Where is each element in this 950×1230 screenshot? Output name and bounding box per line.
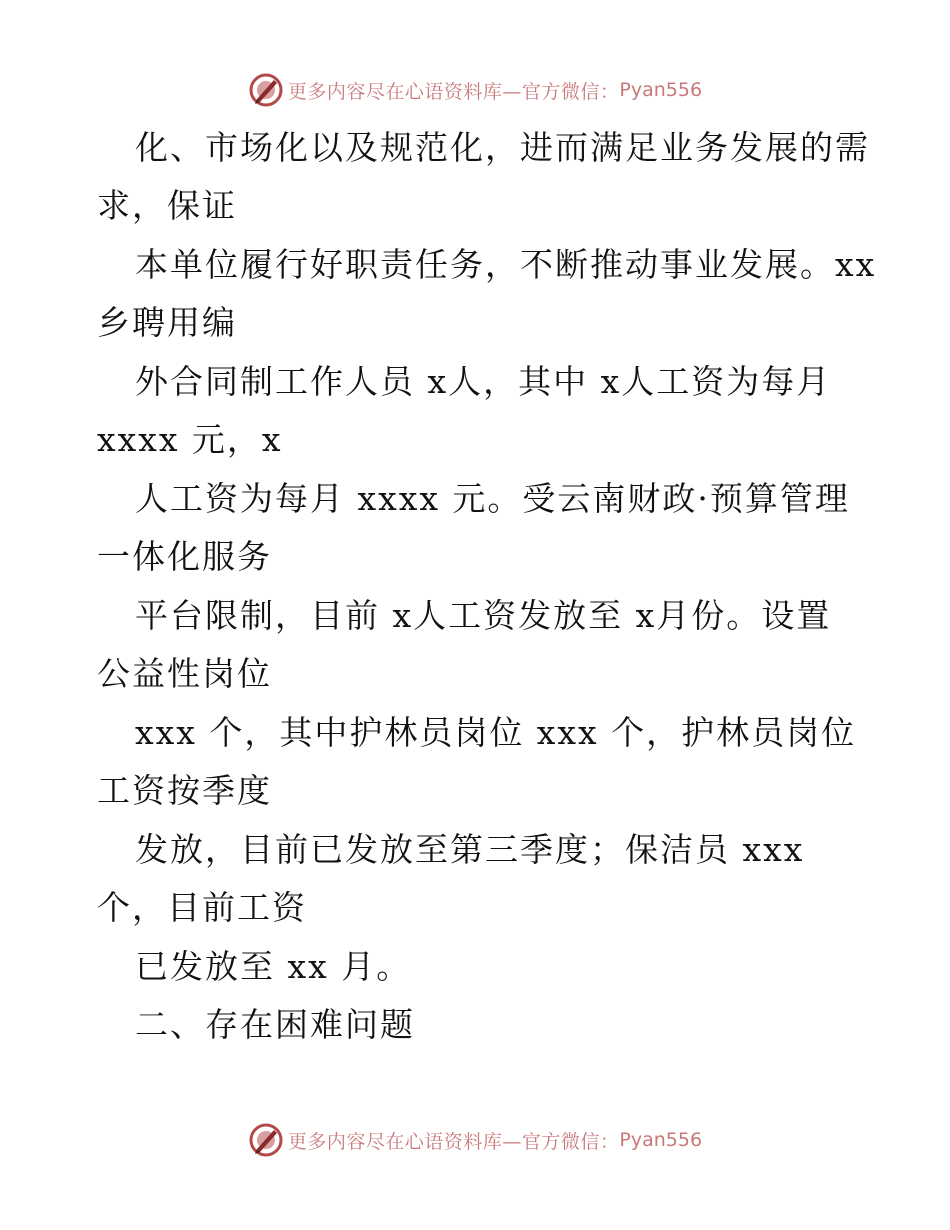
body-line: 乡聘用编 (97, 303, 237, 342)
pen-logo-icon (248, 72, 284, 108)
body-line: 本单位履行好职责任务，不断推动事业发展。xx (135, 245, 877, 284)
body-line: 公益性岗位 (97, 654, 272, 693)
watermark-text: 更多内容尽在心语资料库—官方微信： (287, 80, 620, 103)
body-line: xxxx 元，x (97, 420, 283, 459)
header-watermark (0, 70, 950, 110)
body-line: 一体化服务 (97, 537, 272, 576)
body-line: 化、市场化以及规范化，进而满足业务发展的需 (135, 128, 870, 167)
watermark-text: 更多内容尽在心语资料库—官方微信： (287, 1130, 620, 1153)
body-line: 已发放至 xx 月。 (135, 947, 412, 986)
watermark-handle: Pyan556 (619, 79, 703, 101)
watermark-handle: Pyan556 (619, 1129, 703, 1151)
body-line: 个，目前工资 (97, 888, 307, 927)
body-line: xxx 个，其中护林员岗位 xxx 个，护林员岗位 (135, 713, 857, 752)
body-line: 求，保证 (97, 186, 237, 225)
footer-watermark (0, 1120, 950, 1160)
body-line: 平台限制，目前 x人工资发放至 x月份。设置 (135, 596, 832, 635)
body-line: 外合同制工作人员 x人，其中 x人工资为每月 (135, 362, 832, 401)
section-heading: 二、存在困难问题 (135, 1005, 415, 1044)
body-line: 发放，目前已发放至第三季度；保洁员 xxx (135, 830, 805, 869)
body-line: 人工资为每月 xxxx 元。受云南财政·预算管理 (135, 479, 850, 518)
body-line: 工资按季度 (97, 771, 272, 810)
pen-logo-icon (248, 1122, 284, 1158)
